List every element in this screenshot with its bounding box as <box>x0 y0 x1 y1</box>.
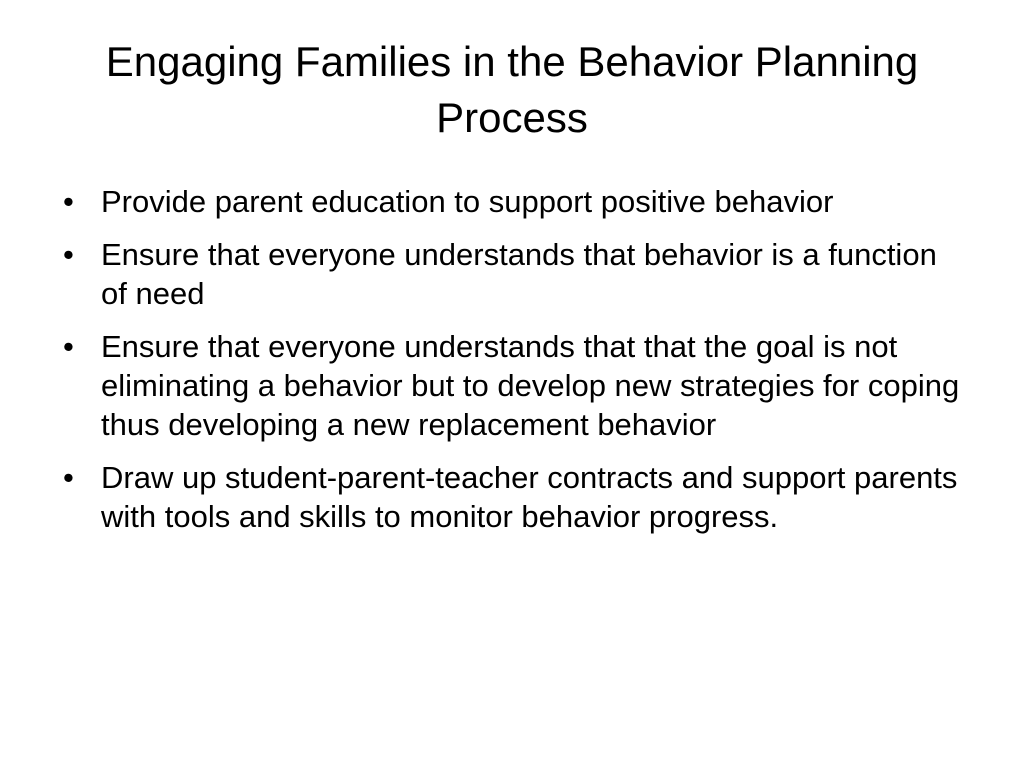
bullet-item <box>60 458 960 536</box>
bullet-dot-icon: • <box>63 460 74 495</box>
slide-title: Engaging Families in the Behavior Planning Process <box>105 38 919 141</box>
bullet-dot-icon: • <box>63 329 74 364</box>
bullet-item <box>60 235 960 313</box>
bullet-dot-icon: • <box>63 237 74 272</box>
bullet-text: Ensure that everyone understands that that the goal is not eliminating a behavior but to develop new strategies for coping thus developing a new replacement behavior <box>101 329 960 442</box>
bullet-text: Draw up student-parent-teacher contracts and support parents with tools and skills to monitor behavior progress. <box>101 460 958 534</box>
bullet-text: Provide parent education to support positive behavior <box>101 184 834 219</box>
bullet-text: Ensure that everyone understands that behavior is a function of need <box>101 237 937 311</box>
bullet-item <box>60 182 960 221</box>
bullet-item <box>60 327 960 444</box>
bullet-dot-icon: • <box>63 184 74 219</box>
bullet-list <box>60 182 960 550</box>
